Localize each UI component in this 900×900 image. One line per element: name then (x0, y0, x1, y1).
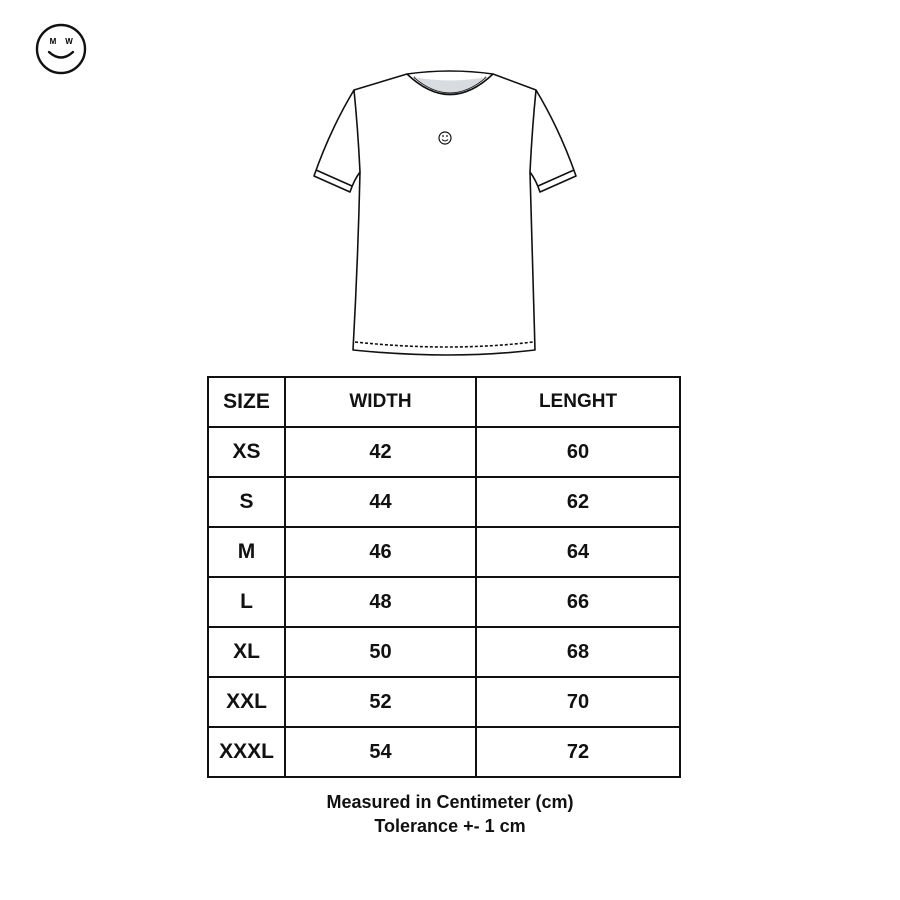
length-cell: 64 (476, 527, 680, 577)
length-cell: 66 (476, 577, 680, 627)
width-cell: 44 (285, 477, 476, 527)
table-row (208, 527, 680, 577)
length-cell: 70 (476, 677, 680, 727)
table-row (208, 627, 680, 677)
size-cell: XS (208, 427, 285, 477)
brand-logo-icon (34, 22, 88, 76)
size-cell: M (208, 527, 285, 577)
header-width: WIDTH (285, 377, 476, 427)
table-row (208, 677, 680, 727)
table-row (208, 477, 680, 527)
measurement-notes (0, 790, 900, 838)
table-header-row (208, 377, 680, 427)
size-cell: XXXL (208, 727, 285, 777)
size-cell: XL (208, 627, 285, 677)
svg-text:W: W (65, 37, 73, 46)
table-row (208, 727, 680, 777)
header-length: LENGHT (476, 377, 680, 427)
tolerance-note: Tolerance +- 1 cm (374, 816, 526, 836)
size-cell: L (208, 577, 285, 627)
length-cell: 68 (476, 627, 680, 677)
width-cell: 42 (285, 427, 476, 477)
header-size: SIZE (208, 377, 285, 427)
table-row (208, 577, 680, 627)
length-cell: 72 (476, 727, 680, 777)
svg-text:M: M (49, 37, 57, 46)
length-cell: 60 (476, 427, 680, 477)
width-cell: 52 (285, 677, 476, 727)
unit-note: Measured in Centimeter (cm) (326, 792, 574, 812)
size-cell: S (208, 477, 285, 527)
width-cell: 46 (285, 527, 476, 577)
width-cell: 54 (285, 727, 476, 777)
length-cell: 62 (476, 477, 680, 527)
tshirt-outline-icon (300, 60, 600, 370)
size-cell: XXL (208, 677, 285, 727)
table-row (208, 427, 680, 477)
width-cell: 50 (285, 627, 476, 677)
size-chart-table (207, 376, 681, 778)
width-cell: 48 (285, 577, 476, 627)
